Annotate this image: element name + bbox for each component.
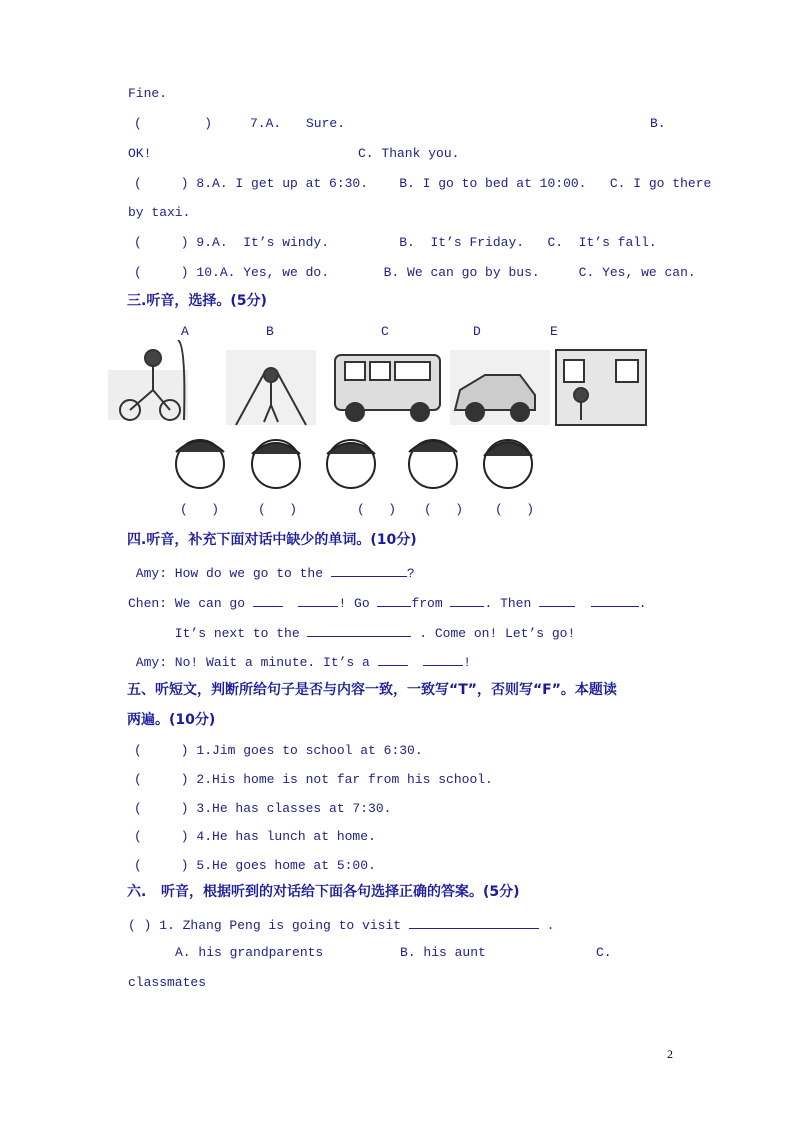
- blank[interactable]: [450, 594, 484, 607]
- q7-paren: ( ): [134, 116, 213, 131]
- part6-q1-c-text: classmates: [128, 975, 207, 990]
- answer-paren-4: ( ): [424, 502, 464, 517]
- tf-item-2: ( ) 2.His home is not far from his school.: [134, 772, 493, 787]
- picture-walking: [226, 350, 316, 425]
- face-5: [484, 440, 532, 488]
- q8-line2: by taxi.: [128, 205, 191, 220]
- q7-num: 7.A.: [250, 116, 282, 131]
- page-number: 2: [667, 1047, 673, 1061]
- blank[interactable]: [591, 594, 639, 607]
- dialog-line-3: It’s next to the . Come on! Let’s go!: [128, 626, 576, 641]
- q7-c: C. Thank you.: [358, 146, 460, 161]
- picture-label-c: C: [381, 324, 389, 339]
- tf-item-1: ( ) 1.Jim goes to school at 6:30.: [134, 743, 423, 758]
- transport-pictures: [108, 340, 648, 430]
- picture-label-b: B: [266, 324, 274, 339]
- picture-bus: [335, 355, 440, 421]
- answer-paren-5: ( ): [495, 502, 535, 517]
- children-faces: [168, 432, 538, 498]
- picture-subway: [556, 350, 646, 425]
- face-2: [252, 440, 300, 488]
- face-1: [176, 440, 224, 488]
- picture-bike: [108, 340, 188, 420]
- face-3: [327, 440, 375, 488]
- picture-car: [450, 350, 550, 425]
- answer-paren-3: ( ): [357, 502, 397, 517]
- part5-heading-cont: 两遍。(10分): [127, 712, 216, 728]
- blank[interactable]: [378, 653, 408, 666]
- face-4: [409, 440, 457, 488]
- answer-paren-2: ( ): [258, 502, 298, 517]
- part6-q1-b: B. his aunt: [400, 945, 486, 960]
- blank[interactable]: [331, 564, 407, 577]
- part6-heading: 六. 听音，根据听到的对话给下面各句选择正确的答案。(5分): [127, 884, 520, 900]
- q7-b: B.: [650, 116, 666, 131]
- blank[interactable]: [377, 594, 411, 607]
- tf-item-3: ( ) 3.He has classes at 7:30.: [134, 801, 392, 816]
- q8-line1: ( ) 8.A. I get up at 6:30. B. I go to bed at 10:00. C. I go there: [134, 176, 712, 191]
- blank[interactable]: [423, 653, 463, 666]
- text-fine: Fine.: [128, 86, 168, 101]
- tf-item-4: ( ) 4.He has lunch at home.: [134, 829, 376, 844]
- blank[interactable]: [539, 594, 575, 607]
- answer-paren-1: ( ): [180, 502, 220, 517]
- blank[interactable]: [298, 594, 338, 607]
- dialog-line-1: Amy: How do we go to the ?: [128, 566, 415, 581]
- part6-q1-c: C.: [596, 945, 612, 960]
- part5-heading: 五、听短文，判断所给句子是否与内容一致，一致写“T”，否则写“F”。本题读: [127, 682, 617, 698]
- blank[interactable]: [253, 594, 283, 607]
- q10: ( ) 10.A. Yes, we do. B. We can go by bus. C. Yes, we can.: [134, 265, 696, 280]
- part6-q1-a: A. his grandparents: [175, 945, 324, 960]
- picture-label-d: D: [473, 324, 481, 339]
- tf-item-5: ( ) 5.He goes home at 5:00.: [134, 858, 376, 873]
- picture-label-a: A: [181, 324, 189, 339]
- dialog-line-4: Amy: No! Wait a minute. It’s a !: [128, 655, 472, 670]
- part3-heading: 三.听音，选择。(5分): [127, 293, 267, 309]
- q9: ( ) 9.A. It’s windy. B. It’s Friday. C. It’s fall.: [134, 235, 657, 250]
- part4-heading: 四.听音，补充下面对话中缺少的单词。(10分): [127, 532, 417, 548]
- blank[interactable]: [409, 916, 539, 929]
- part6-q1: ( ) 1. Zhang Peng is going to visit .: [128, 918, 555, 933]
- dialog-line-2: Chen: We can go ! Go from . Then .: [128, 596, 647, 611]
- picture-label-e: E: [550, 324, 558, 339]
- blank[interactable]: [307, 624, 411, 637]
- q7-b-text: OK!: [128, 146, 152, 161]
- q7-a: Sure.: [306, 116, 346, 131]
